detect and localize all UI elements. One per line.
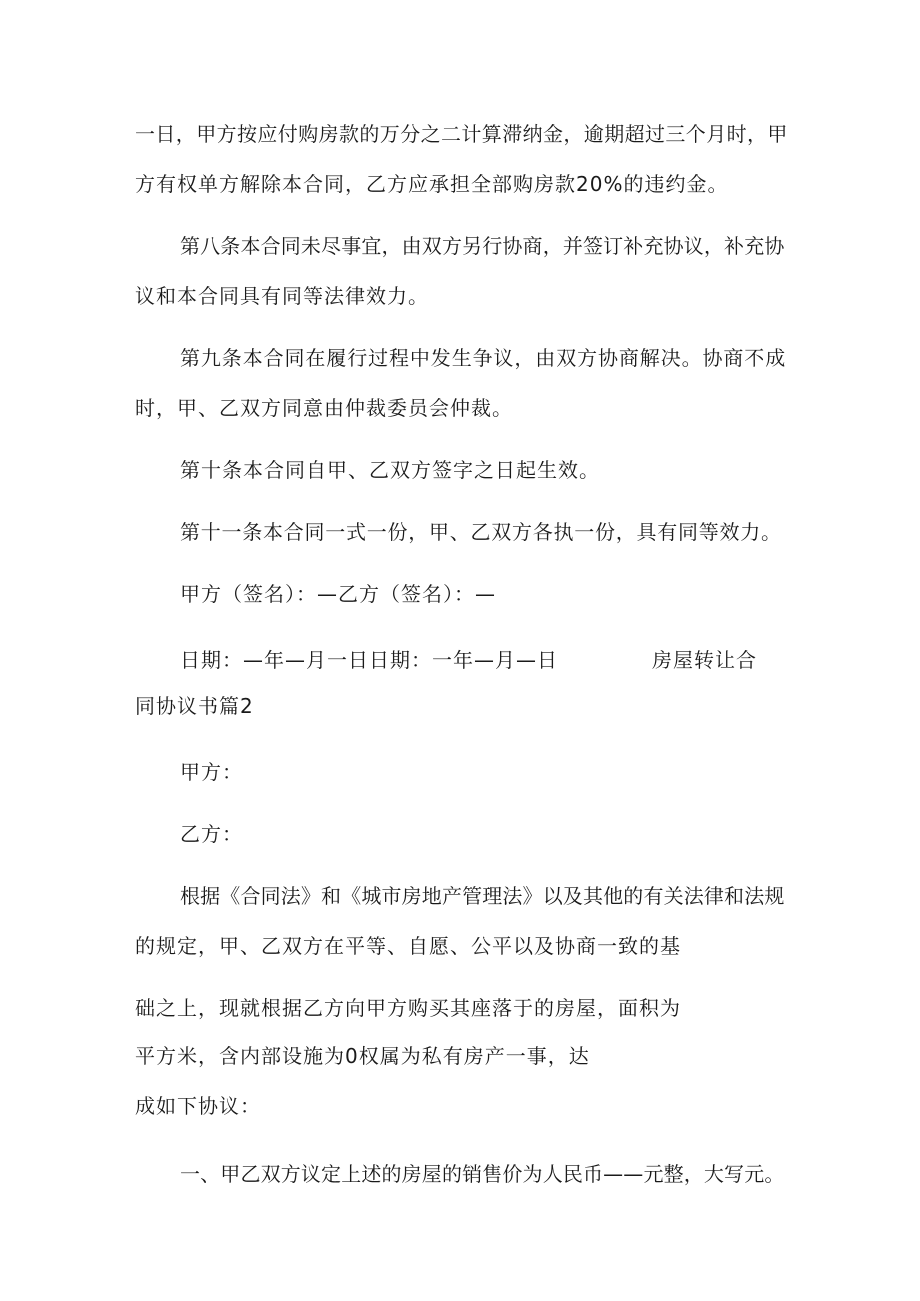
text-line: 时，甲、乙双方同意由仲裁委员会仲裁。 — [135, 396, 513, 420]
text-line: 一日，甲方按应付购房款的万分之二计算滞纳金，逾期超过三个月时，甲 — [135, 122, 788, 146]
party-a-label: 甲方： — [180, 760, 243, 784]
clause-8: 第八条本合同未尽事宜，由双方另行协商，并签订补充协议，补充协 — [180, 234, 785, 258]
text-line: 础之上，现就根据乙方向甲方购买其座落于的房屋，面积为 — [135, 996, 681, 1020]
date-line: 日期：—年—月一日日期：一年—月—日 — [180, 648, 558, 672]
text-line: 议和本合同具有同等法律效力。 — [135, 284, 429, 308]
section-title: 房屋转让合 — [652, 648, 757, 672]
text-line: 方有权单方解除本合同，乙方应承担全部购房款20%的违约金。 — [135, 172, 729, 196]
section-title-continued: 同协议书篇2 — [135, 694, 254, 718]
text-line: 的规定，甲、乙双方在平等、自愿、公平以及协商一致的基 — [135, 934, 681, 958]
clause-9: 第九条本合同在履行过程中发生争议，由双方协商解决。协商不成 — [180, 346, 787, 370]
article-1: 一、甲乙双方议定上述的房屋的销售价为人民币——元整，大写元。 — [180, 1162, 785, 1186]
text-line: 成如下协议： — [135, 1094, 261, 1118]
signature-line: 甲方（签名）：—乙方（签名）：— — [180, 582, 496, 606]
clause-10: 第十条本合同自甲、乙双方签字之日起生效。 — [180, 458, 600, 482]
clause-11: 第十一条本合同一式一份，甲、乙双方各执一份，具有同等效力。 — [180, 520, 782, 544]
text-line: 平方米，含内部设施为0权属为私有房产一事，达 — [135, 1044, 590, 1068]
party-b-label: 乙方： — [180, 822, 243, 846]
preamble: 根据《合同法》和《城市房地产管理法》以及其他的有关法律和法规 — [180, 884, 785, 908]
